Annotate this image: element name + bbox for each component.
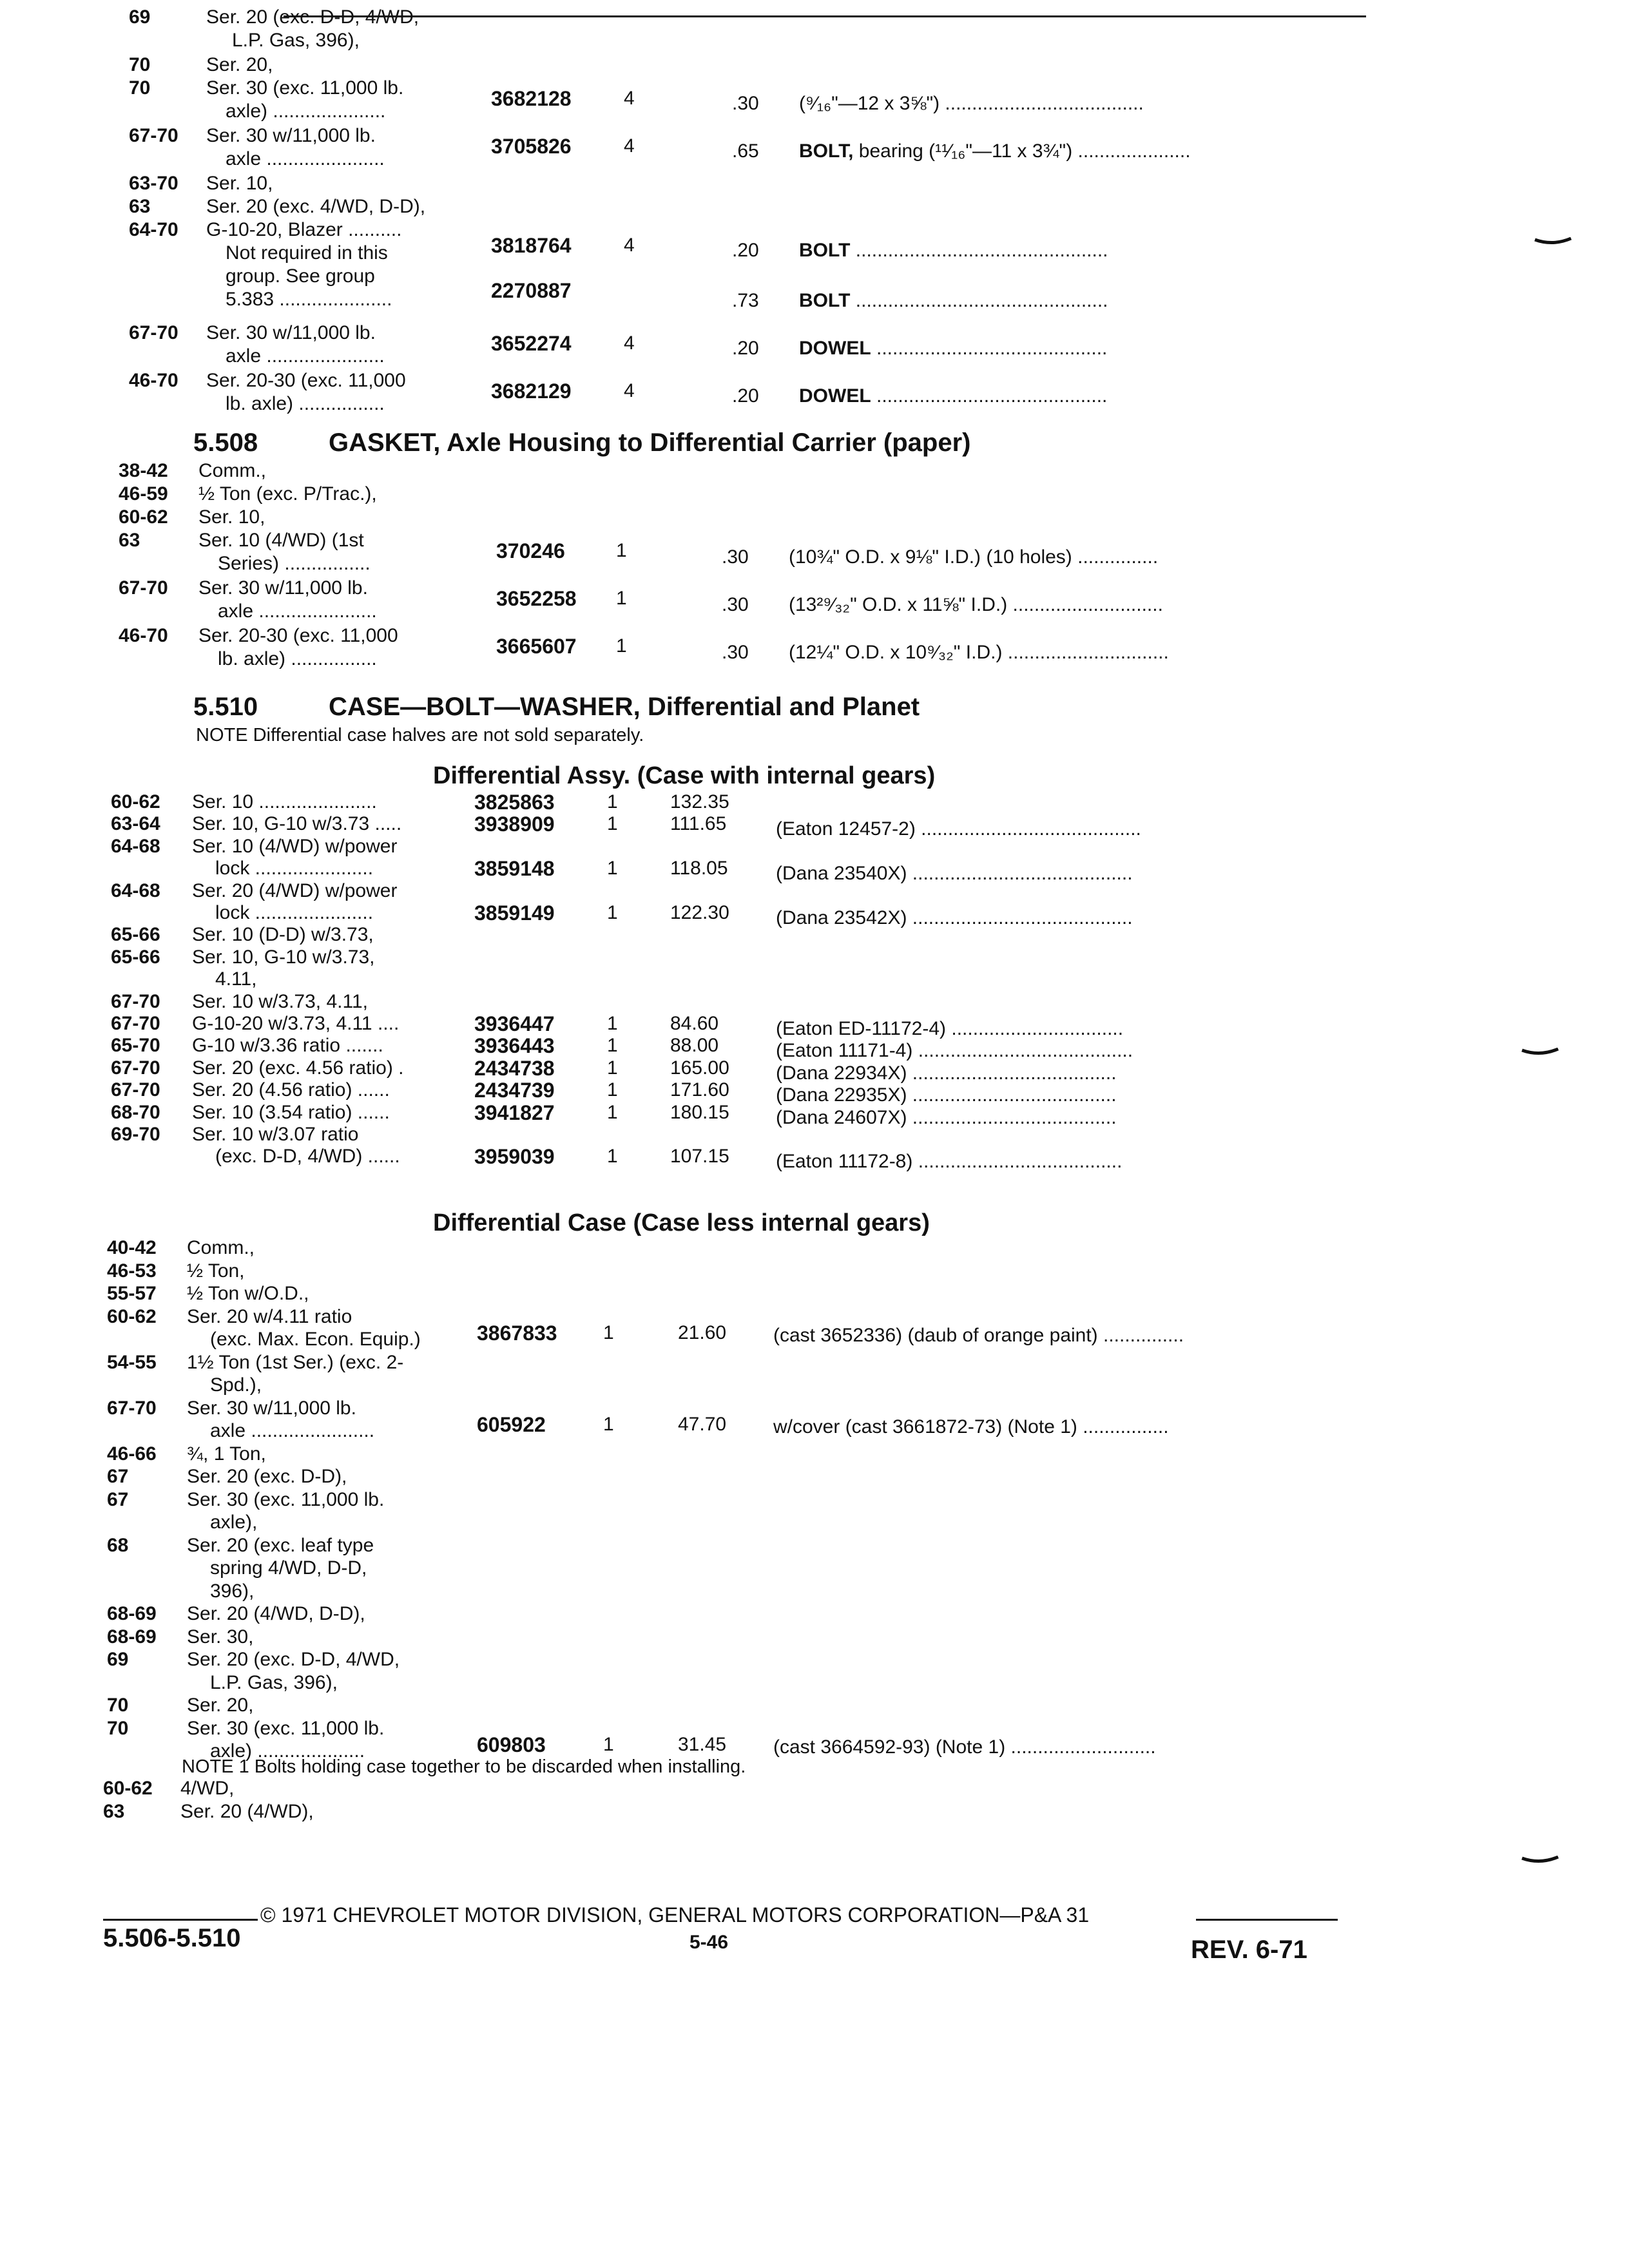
list-price: .65 [732,140,759,162]
model-application: Ser. 30 w/11,000 lb. [206,322,376,343]
part-number: 3867833 [477,1321,557,1345]
footer-page-number: 5-46 [689,1932,729,1953]
model-application: Ser. 10 (4/WD) w/power [192,835,398,857]
model-application: Ser. 30 (exc. 11,000 lb. [206,77,404,99]
model-application: Ser. 30 (exc. 11,000 lb. [187,1488,385,1510]
model-application: 5.383 ..................... [226,289,392,310]
model-year: 60-62 [111,791,160,812]
part-number: 3652258 [496,587,577,610]
model-application: Ser. 20 (exc. D-D), [187,1466,347,1487]
part-number: 2434738 [474,1056,555,1080]
part-description: BOLT ............................................... [799,240,1108,261]
quantity: 4 [624,380,635,401]
model-year: 69 [129,6,151,28]
model-application: Ser. 20 (4/WD) w/power [192,879,398,901]
model-application: axle ...................... [226,148,385,169]
model-application: G-10 w/3.36 ratio ....... [192,1035,383,1057]
list-price: .20 [732,338,759,359]
quantity: 1 [616,635,627,657]
model-application: Ser. 20 w/4.11 ratio [187,1305,352,1327]
part-description: (cast 3664592-93) (Note 1) ........................... [773,1736,1156,1758]
model-application: Ser. 20 (exc. 4/WD, D-D), [206,196,426,217]
quantity: 1 [607,902,618,923]
model-year: 46-66 [107,1443,157,1465]
model-application: axle) ..................... [226,101,386,122]
model-application: Ser. 20-30 (exc. 11,000 [206,370,406,391]
quantity: 1 [607,791,618,812]
model-year: 70 [107,1717,129,1739]
part-description: (12¼" O.D. x 10⁹⁄₃₂" I.D.) .............................. [789,642,1169,663]
model-year: 68 [107,1534,129,1556]
list-price: 132.35 [670,791,729,812]
part-number: 370246 [496,539,565,562]
model-application: Comm., [187,1237,255,1258]
part-description: (13²⁹⁄₃₂" O.D. x 11⅝" I.D.) ............................ [789,594,1163,615]
list-price: .20 [732,240,759,261]
part-number: 3705826 [491,135,572,158]
model-application: lock ...................... [215,858,374,879]
model-year: 68-69 [107,1626,157,1648]
part-number: 3682129 [491,380,572,403]
part-number: 3682128 [491,87,572,110]
model-year: 46-70 [129,370,178,391]
list-price: .30 [722,594,749,615]
part-description: (Eaton 12457-2) ......................................... [776,818,1141,840]
part-number: 605922 [477,1413,546,1436]
model-year: 67-70 [129,125,178,146]
subheading-differential-assy: Differential Assy. (Case with internal gears) [433,762,936,789]
list-price: 165.00 [670,1057,729,1079]
model-application: lb. axle) ................ [218,648,377,669]
list-price: 107.15 [670,1146,729,1168]
model-application: (exc. Max. Econ. Equip.) [210,1329,421,1350]
part-number: 3818764 [491,234,572,257]
model-application: 396), [210,1580,255,1602]
model-application: G-10-20, Blazer .......... [206,219,402,240]
model-application: Ser. 10 (3.54 ratio) ...... [192,1101,390,1123]
model-year: 63 [103,1800,125,1822]
model-application: Ser. 10, G-10 w/3.73 ..... [192,813,402,835]
model-application: ½ Ton w/O.D., [187,1283,309,1304]
part-number: 3938909 [474,812,555,836]
part-number: 2270887 [491,279,572,302]
part-description: w/cover (cast 3661872-73) (Note 1) ................ [773,1416,1169,1437]
model-year: 70 [129,54,151,75]
model-application: ½ Ton, [187,1260,245,1282]
model-application: axle) .................... [210,1740,365,1762]
model-year: 55-57 [107,1283,157,1304]
model-application: Ser. 10 (D-D) w/3.73, [192,924,374,946]
model-application: Ser. 30 w/11,000 lb. [206,125,376,146]
list-price: 111.65 [670,813,727,835]
model-year: 65-70 [111,1035,160,1057]
quantity: 1 [607,813,618,835]
margin-mark [1534,237,1572,246]
section-note: NOTE Differential case halves are not sold separately. [196,725,644,745]
model-application: L.P. Gas, 396), [232,30,360,51]
list-price: .73 [732,290,759,311]
model-application: Ser. 20 (exc. 4.56 ratio) . [192,1057,404,1079]
model-application: axle), [210,1512,258,1533]
model-application: Ser. 20 (4/WD), [180,1800,314,1822]
model-application: Ser. 10 w/3.07 ratio [192,1124,359,1145]
note-1: NOTE 1 Bolts holding case together to be discarded when installing. [182,1756,746,1777]
model-application: Ser. 30, [187,1626,254,1648]
footer-copyright: © 1971 CHEVROLET MOTOR DIVISION, GENERAL MOTORS CORPORATION—P&A 31 [260,1903,1090,1927]
list-price: 31.45 [678,1734,727,1755]
quantity: 1 [607,858,618,879]
part-description: (Eaton ED-11172-4) ................................ [776,1018,1124,1039]
model-year: 68-69 [107,1603,157,1624]
model-application: Ser. 10 ...................... [192,791,377,812]
quantity: 4 [624,235,635,256]
model-year: 38-42 [119,460,168,481]
part-description: BOLT, bearing (¹¹⁄₁₆"—11 x 3¾") ..................... [799,140,1191,162]
model-year: 64-68 [111,879,160,901]
model-application: group. See group [226,265,375,287]
model-application: Ser. 10, G-10 w/3.73, [192,946,375,968]
quantity: 1 [607,1146,618,1168]
part-description: BOLT ............................................... [799,290,1108,311]
part-description: (Dana 22935X) ...................................... [776,1084,1117,1106]
part-description: (Dana 23540X) ......................................... [776,863,1133,885]
section-header-5-510: 5.510 CASE—BOLT—WASHER, Differential and Planet [193,693,920,721]
model-application: Series) ................ [218,553,371,574]
model-application: Ser. 30 (exc. 11,000 lb. [187,1717,385,1739]
footer-right-rule [1196,1919,1338,1921]
part-number: 3859148 [474,857,555,881]
model-application: axle ...................... [226,345,385,367]
list-price: 47.70 [678,1414,727,1435]
model-year: 64-68 [111,835,160,857]
model-year: 69 [107,1649,129,1670]
subheading-differential-case: Differential Case (Case less internal gears) [433,1209,930,1236]
model-application: 1½ Ton (1st Ser.) (exc. 2- [187,1351,404,1373]
part-description: (Dana 22934X) ...................................... [776,1062,1117,1084]
list-price: 84.60 [670,1013,719,1034]
model-application: axle ...................... [218,601,377,622]
part-description: (Eaton 11171-4) ........................................ [776,1040,1133,1062]
footer-revision: REV. 6-71 [1191,1936,1307,1964]
footer-section-range: 5.506-5.510 [103,1924,241,1952]
model-year: 67-70 [111,1057,160,1079]
quantity: 4 [624,88,635,109]
model-year: 60-62 [107,1305,157,1327]
model-application: Comm., [198,460,266,481]
list-price: .30 [722,642,749,663]
model-year: 64-70 [129,219,178,240]
model-application: 4.11, [215,968,257,990]
model-application: axle ....................... [210,1420,375,1441]
model-year: 67-70 [111,990,160,1012]
quantity: 1 [603,1414,614,1435]
model-year: 67-70 [119,577,168,599]
model-year: 46-70 [119,625,168,646]
model-application: ½ Ton (exc. P/Trac.), [198,483,377,505]
model-application: Ser. 20 (4/WD, D-D), [187,1603,365,1624]
part-description: (Eaton 11172-8) ...................................... [776,1151,1123,1173]
part-number: 3665607 [496,635,577,658]
quantity: 1 [603,1322,614,1343]
footer-left-rule [103,1919,258,1921]
model-application: G-10-20 w/3.73, 4.11 .... [192,1013,400,1034]
model-year: 63 [129,196,151,217]
model-application: Ser. 30 w/11,000 lb. [187,1397,356,1419]
model-year: 46-53 [107,1260,157,1282]
model-application: lb. axle) ................ [226,393,385,414]
margin-mark [1521,1856,1559,1865]
part-number: 3652274 [491,332,572,355]
quantity: 1 [616,588,627,609]
model-application: spring 4/WD, D-D, [210,1557,367,1579]
model-application: Ser. 20 (exc. D-D, 4/WD, [187,1649,400,1670]
model-year: 54-55 [107,1351,157,1373]
part-number: 609803 [477,1733,546,1756]
quantity: 1 [607,1013,618,1034]
quantity: 4 [624,332,635,354]
model-year: 67-70 [111,1013,160,1034]
model-year: 65-66 [111,924,160,946]
model-year: 67-70 [129,322,178,343]
list-price: 122.30 [670,902,729,923]
model-year: 40-42 [107,1237,157,1258]
model-application: Not required in this [226,242,388,264]
model-application: Ser. 20, [187,1695,254,1716]
margin-mark [1521,1048,1559,1057]
list-price: .30 [732,93,759,114]
part-description: DOWEL ........................................... [799,338,1108,359]
model-year: 63-64 [111,813,160,835]
model-application: 4/WD, [180,1777,235,1799]
model-application: Spd.), [210,1374,262,1396]
part-description: (cast 3652336) (daub of orange paint) ............... [773,1325,1184,1346]
part-number: 3859149 [474,901,555,925]
list-price: 118.05 [670,858,728,879]
list-price: 171.60 [670,1079,729,1101]
part-number: 3936443 [474,1034,555,1058]
part-number: 3941827 [474,1100,555,1124]
model-application: Ser. 20 (4.56 ratio) ...... [192,1079,390,1101]
list-price: .20 [732,385,759,407]
top-rule [284,15,1366,17]
model-year: 69-70 [111,1124,160,1145]
list-price: 21.60 [678,1322,727,1343]
part-number: 3825863 [474,791,555,814]
model-application: Ser. 10, [206,173,273,194]
model-application: Ser. 10, [198,506,265,528]
model-year: 70 [107,1695,129,1716]
quantity: 4 [624,135,635,157]
model-year: 60-62 [119,506,168,528]
model-application: Ser. 20-30 (exc. 11,000 [198,625,398,646]
model-year: 67-70 [111,1079,160,1101]
quantity: 1 [603,1734,614,1755]
part-description: (⁹⁄₁₆"—12 x 3⅝") ..................................... [799,93,1144,114]
model-year: 70 [129,77,151,99]
list-price: .30 [722,546,749,568]
model-application: (exc. D-D, 4/WD) ...... [215,1146,400,1168]
quantity: 1 [607,1101,618,1123]
section-header-5-508: 5.508 GASKET, Axle Housing to Differential Carrier (paper) [193,428,971,457]
model-application: Ser. 30 w/11,000 lb. [198,577,368,599]
model-year: 46-59 [119,483,168,505]
model-year: 68-70 [111,1101,160,1123]
quantity: 1 [607,1079,618,1101]
model-application: ¾, 1 Ton, [187,1443,266,1465]
model-application: Ser. 10 (4/WD) (1st [198,530,364,551]
model-application: Ser. 20 (exc. D-D, 4/WD, [206,6,419,28]
list-price: 88.00 [670,1035,719,1057]
model-year: 67 [107,1466,129,1487]
part-description: (Dana 23542X) ......................................... [776,907,1133,928]
model-year: 60-62 [103,1777,153,1799]
part-description: (Dana 24607X) ...................................... [776,1106,1117,1128]
model-year: 65-66 [111,946,160,968]
model-application: Ser. 20 (exc. leaf type [187,1534,374,1556]
model-application: lock ...................... [215,902,374,923]
quantity: 1 [616,540,627,561]
model-year: 63-70 [129,173,178,194]
quantity: 1 [607,1057,618,1079]
model-application: Ser. 10 w/3.73, 4.11, [192,990,368,1012]
model-application: Ser. 20, [206,54,273,75]
model-year: 67-70 [107,1397,157,1419]
part-description: DOWEL ........................................... [799,385,1108,407]
model-year: 67 [107,1488,129,1510]
quantity: 1 [607,1035,618,1057]
part-number: 3959039 [474,1145,555,1169]
model-application: L.P. Gas, 396), [210,1671,338,1693]
part-number: 3936447 [474,1012,555,1035]
part-number: 2434739 [474,1079,555,1102]
model-year: 63 [119,530,140,551]
part-description: (10¾" O.D. x 9⅛" I.D.) (10 holes) ............... [789,546,1159,568]
list-price: 180.15 [670,1101,729,1123]
